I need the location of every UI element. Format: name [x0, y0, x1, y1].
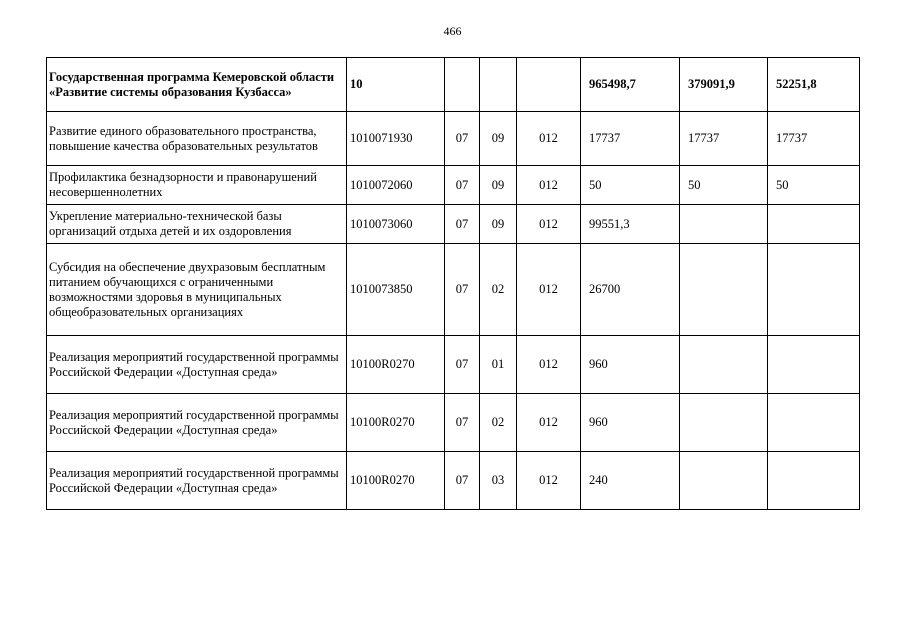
row-type: 012: [517, 112, 581, 166]
row-name: Развитие единого образовательного пространства, повышение качества образовательных результатов: [47, 112, 347, 166]
row-type: 012: [517, 452, 581, 510]
table-row: [47, 336, 860, 394]
row-amount-3: [768, 244, 860, 336]
row-code: 1010071930: [347, 112, 445, 166]
row-amount-1: 960: [581, 336, 680, 394]
row-subsection: 03: [480, 452, 517, 510]
program-section: [445, 58, 480, 112]
table-row: [47, 112, 860, 166]
row-type: 012: [517, 205, 581, 244]
table-row: [47, 244, 860, 336]
row-amount-3: 50: [768, 166, 860, 205]
row-code: 1010073850: [347, 244, 445, 336]
row-type: 012: [517, 394, 581, 452]
row-amount-1: 17737: [581, 112, 680, 166]
row-amount-2: [680, 452, 768, 510]
row-code: 10100R0270: [347, 452, 445, 510]
row-name: Реализация мероприятий государственной программы Российской Федерации «Доступная среда»: [47, 336, 347, 394]
row-section: 07: [445, 336, 480, 394]
row-section: 07: [445, 452, 480, 510]
row-subsection: 09: [480, 112, 517, 166]
row-amount-3: [768, 336, 860, 394]
row-name: Реализация мероприятий государственной программы Российской Федерации «Доступная среда»: [47, 394, 347, 452]
row-code: 10100R0270: [347, 336, 445, 394]
row-subsection: 09: [480, 205, 517, 244]
row-type: 012: [517, 166, 581, 205]
row-amount-2: 17737: [680, 112, 768, 166]
page-number: 466: [443, 24, 462, 38]
budget-table: [46, 57, 860, 510]
row-amount-3: 17737: [768, 112, 860, 166]
row-name: Укрепление материально-технической базы организаций отдыха детей и их оздоровления: [47, 205, 347, 244]
row-code: 10100R0270: [347, 394, 445, 452]
table-row: [47, 452, 860, 510]
program-type: [517, 58, 581, 112]
row-type: 012: [517, 336, 581, 394]
row-amount-1: 240: [581, 452, 680, 510]
row-name: Субсидия на обеспечение двухразовым бесплатным питанием обучающихся с ограниченными возможностями здоровья в муниципальных общеобразовательных организациях: [47, 244, 347, 336]
row-amount-1: 960: [581, 394, 680, 452]
row-amount-2: [680, 205, 768, 244]
row-amount-2: [680, 336, 768, 394]
row-subsection: 01: [480, 336, 517, 394]
row-subsection: 02: [480, 394, 517, 452]
row-amount-3: [768, 394, 860, 452]
row-code: 1010072060: [347, 166, 445, 205]
row-subsection: 02: [480, 244, 517, 336]
row-amount-3: [768, 205, 860, 244]
row-amount-1: 99551,3: [581, 205, 680, 244]
row-amount-2: [680, 394, 768, 452]
row-code: 1010073060: [347, 205, 445, 244]
row-amount-1: 26700: [581, 244, 680, 336]
row-subsection: 09: [480, 166, 517, 205]
row-section: 07: [445, 166, 480, 205]
row-section: 07: [445, 205, 480, 244]
table-row-program: [47, 58, 860, 112]
program-amount-2: 379091,9: [680, 58, 768, 112]
row-name: Реализация мероприятий государственной программы Российской Федерации «Доступная среда»: [47, 452, 347, 510]
row-amount-2: 50: [680, 166, 768, 205]
table-row: [47, 394, 860, 452]
program-name: Государственная программа Кемеровской области «Развитие системы образования Кузбасса»: [47, 58, 347, 112]
row-section: 07: [445, 394, 480, 452]
row-type: 012: [517, 244, 581, 336]
program-amount-3: 52251,8: [768, 58, 860, 112]
program-subsection: [480, 58, 517, 112]
row-name: Профилактика безнадзорности и правонарушений несовершеннолетних: [47, 166, 347, 205]
program-amount-1: 965498,7: [581, 58, 680, 112]
table-row: [47, 205, 860, 244]
row-amount-1: 50: [581, 166, 680, 205]
row-amount-3: [768, 452, 860, 510]
program-code: 10: [347, 58, 445, 112]
row-amount-2: [680, 244, 768, 336]
row-section: 07: [445, 244, 480, 336]
row-section: 07: [445, 112, 480, 166]
table-row: [47, 166, 860, 205]
